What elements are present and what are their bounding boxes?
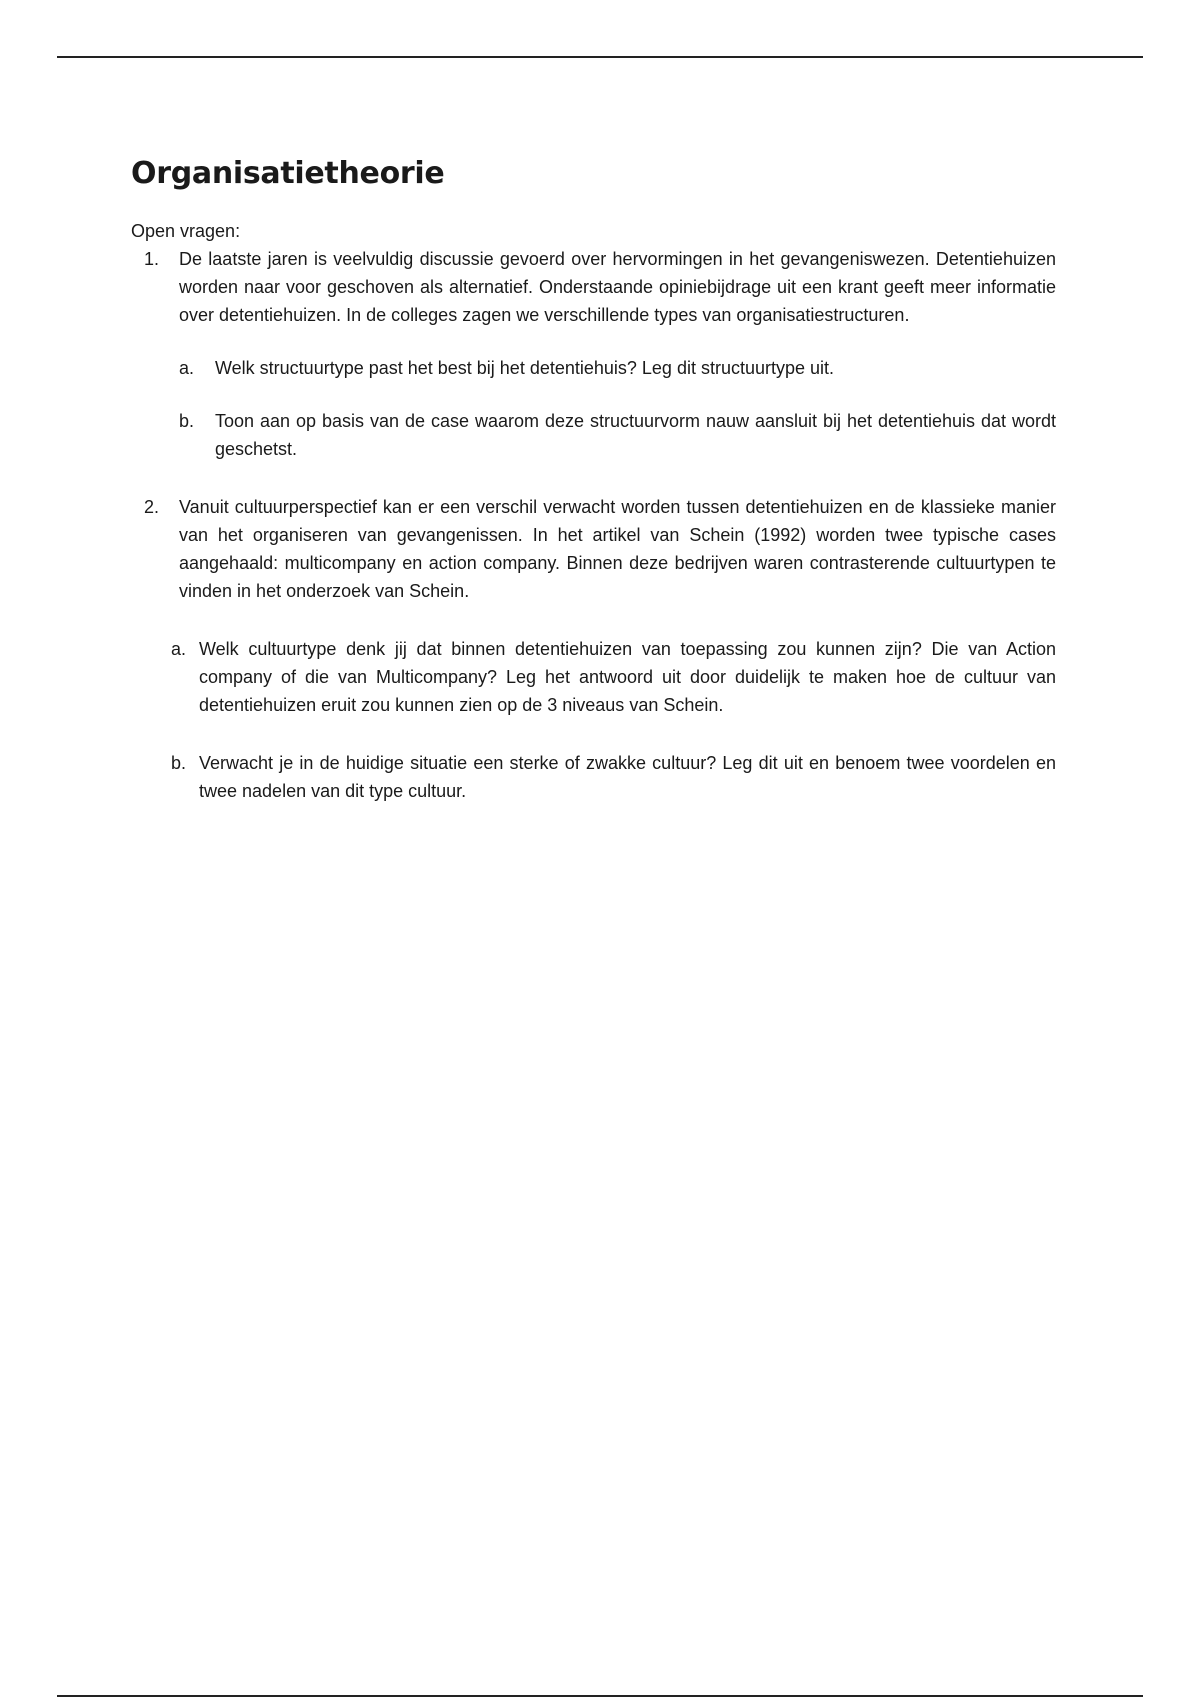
- question-2: [131, 493, 1056, 805]
- sub-question-letter: b.: [179, 411, 195, 431]
- sub-question-text: Toon aan op basis van de case waarom deze structuurvorm nauw aansluit bij het detentiehuis dat wordt geschetst.: [215, 411, 1056, 459]
- page-content: [131, 155, 1056, 805]
- question-text: De laatste jaren is veelvuldig discussie gevoerd over hervormingen in het gevangeniswezen. Detentiehuizen worden naar voor geschoven als alternatief. Onderstaande opiniebijdrage uit een krant geeft meer informatie over detentiehuizen. In de colleges zagen we verschillende types van organisatiestructuren.: [179, 249, 1056, 325]
- intro-label: Open vragen:: [131, 221, 241, 241]
- question-number: 2.: [144, 497, 160, 517]
- sub-question-letter: a.: [171, 639, 187, 659]
- sub-question-1b: [179, 407, 1056, 463]
- sub-question-text: Welk structuurtype past het best bij het detentiehuis? Leg dit structuurtype uit.: [215, 358, 835, 378]
- sub-question-1a: [179, 354, 1056, 382]
- sub-question-2a: [171, 635, 1056, 719]
- question-text: Vanuit cultuurperspectief kan er een verschil verwacht worden tussen detentiehuizen en de klassieke manier van het organiseren van gevangenissen. In het artikel van Schein (1992) worden twee typische cases aangehaald: multicompany en action company. Binnen deze bedrijven waren contrasterende cultuurtypen te vinden in het onderzoek van Schein.: [179, 497, 1056, 601]
- sub-question-2b: [171, 749, 1056, 805]
- sub-question-letter: b.: [171, 753, 187, 773]
- question-number: 1.: [144, 249, 160, 269]
- question-1: [131, 245, 1056, 463]
- sub-question-text: Welk cultuurtype denk jij dat binnen detentiehuizen van toepassing zou kunnen zijn? Die van Action company of die van Multicompany? Leg het antwoord uit door duidelijk te maken hoe de cultuur van detentiehuizen eruit zou kunnen zien op de 3 niveaus van Schein.: [199, 639, 1056, 715]
- header-rule: [57, 56, 1143, 58]
- sub-question-text: Verwacht je in de huidige situatie een sterke of zwakke cultuur? Leg dit uit en benoem twee voordelen en twee nadelen van dit type cultuur.: [199, 753, 1056, 801]
- page-title: Organisatietheorie: [131, 156, 445, 191]
- sub-question-letter: a.: [179, 358, 195, 378]
- footer-rule: [57, 1695, 1143, 1697]
